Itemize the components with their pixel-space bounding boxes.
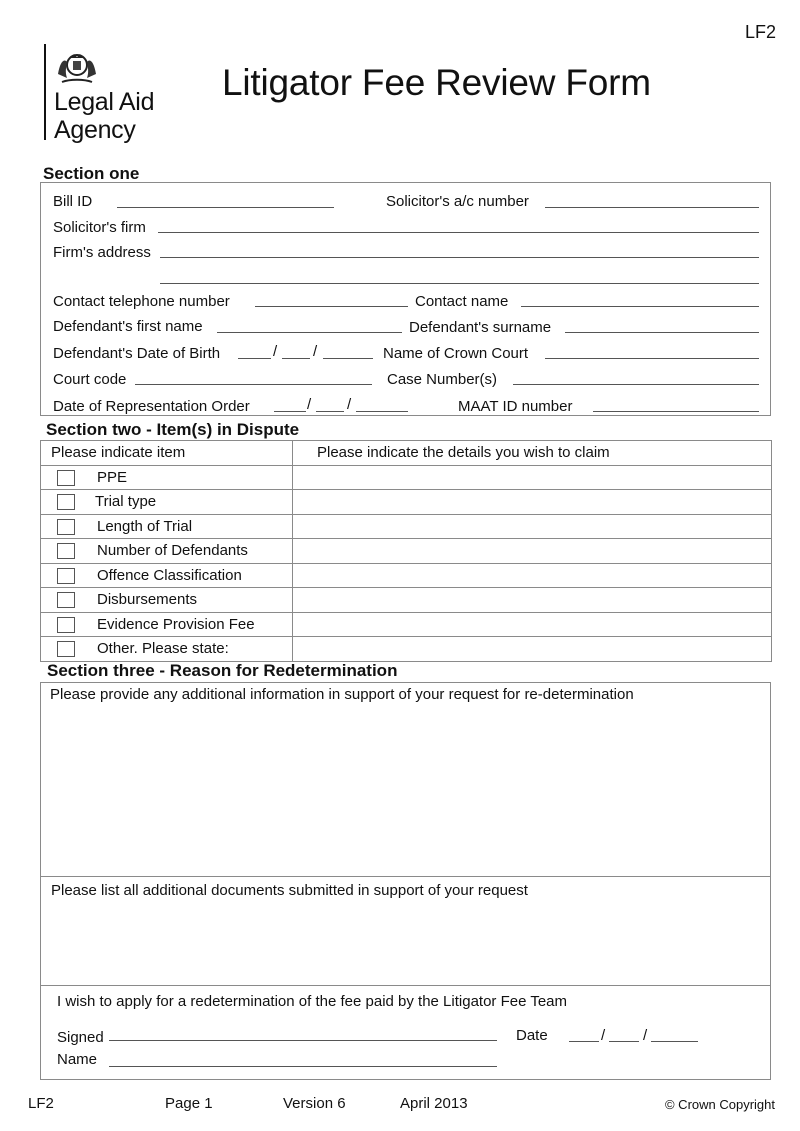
- solicitor-ac-label: Solicitor's a/c number: [386, 193, 529, 210]
- bill-id-label: Bill ID: [53, 193, 93, 210]
- firm-address-label: Firm's address: [53, 244, 151, 261]
- rep-order-year-field[interactable]: [356, 411, 408, 412]
- item-label: Other. Please state:: [97, 640, 229, 658]
- trial-type-details-cell[interactable]: [293, 490, 772, 515]
- dob-separator-2: /: [313, 343, 318, 360]
- form-code: LF2: [744, 22, 776, 42]
- table-row: [41, 465, 772, 490]
- sign-date-year-field[interactable]: [651, 1041, 698, 1042]
- ppe-checkbox[interactable]: [57, 470, 75, 486]
- solicitor-firm-field[interactable]: [158, 232, 759, 233]
- sign-date-day-field[interactable]: [569, 1041, 599, 1042]
- trial-type-checkbox[interactable]: [57, 494, 75, 510]
- table-row: [41, 588, 772, 613]
- table-row: [41, 563, 772, 588]
- table-row: [41, 637, 772, 662]
- signature-field[interactable]: [109, 1040, 497, 1041]
- documents-textarea[interactable]: [41, 902, 770, 984]
- item-label: Offence Classification: [97, 566, 242, 584]
- defendant-dob-label: Defendant's Date of Birth: [53, 345, 221, 362]
- section-three-heading: Section three - Reason for Redetermination: [47, 661, 398, 680]
- documents-label: Please list all additional documents submitted in support of your request: [51, 882, 528, 899]
- agency-logo-text: [54, 88, 154, 144]
- contact-phone-label: Contact telephone number: [53, 293, 230, 310]
- name-field[interactable]: [109, 1066, 497, 1067]
- crown-court-label: Name of Crown Court: [383, 345, 529, 362]
- contact-name-label: Contact name: [415, 293, 509, 310]
- rep-order-separator-1: /: [307, 396, 312, 413]
- contact-phone-field[interactable]: [255, 306, 408, 307]
- declaration-text: I wish to apply for a redetermination of the fee paid by the Litigator Fee Team: [57, 993, 568, 1010]
- crown-court-field[interactable]: [545, 358, 759, 359]
- date-label: Date: [516, 1027, 548, 1044]
- table-header-row: [41, 441, 772, 466]
- item-label: Length of Trial: [97, 517, 193, 535]
- bill-id-field[interactable]: [117, 207, 334, 208]
- solicitor-ac-field[interactable]: [545, 207, 759, 208]
- rep-order-month-field[interactable]: [316, 411, 344, 412]
- footer-copyright: © Crown Copyright: [664, 1097, 775, 1112]
- firm-address-field-1[interactable]: [160, 257, 759, 258]
- offence-classification-details-cell[interactable]: [293, 563, 772, 588]
- signed-label: Signed: [57, 1029, 104, 1046]
- footer-version: Version 6: [283, 1095, 346, 1112]
- column-header-details: Please indicate the details you wish to claim: [293, 441, 772, 466]
- section-two-heading: Section two - Item(s) in Dispute: [46, 420, 300, 439]
- case-numbers-label: Case Number(s): [387, 371, 498, 388]
- defendant-surname-label: Defendant's surname: [409, 319, 552, 336]
- agency-name-line2: Agency: [54, 116, 136, 144]
- item-label: Disbursements: [97, 591, 198, 609]
- table-row: [41, 514, 772, 539]
- name-label: Name: [57, 1051, 98, 1068]
- other-checkbox[interactable]: [57, 641, 75, 657]
- firm-address-field-2[interactable]: [160, 283, 759, 284]
- footer-date: April 2013: [400, 1095, 468, 1112]
- ppe-details-cell[interactable]: [293, 465, 772, 490]
- table-row: [41, 612, 772, 637]
- additional-info-textarea[interactable]: [41, 706, 770, 874]
- dob-day-field[interactable]: [238, 358, 271, 359]
- item-label: Evidence Provision Fee: [97, 615, 255, 633]
- section-three-divider-2: [40, 985, 771, 986]
- table-row: [41, 539, 772, 564]
- rep-order-separator-2: /: [347, 396, 352, 413]
- sign-date-separator-2: /: [643, 1027, 648, 1044]
- page-title: Litigator Fee Review Form: [222, 62, 651, 103]
- footer-page-number: Page 1: [165, 1095, 213, 1112]
- length-of-trial-checkbox[interactable]: [57, 519, 75, 535]
- maat-id-label: MAAT ID number: [458, 398, 573, 415]
- items-in-dispute-table: [40, 440, 772, 662]
- sign-date-separator-1: /: [601, 1027, 606, 1044]
- offence-classification-checkbox[interactable]: [57, 568, 75, 584]
- evidence-provision-fee-checkbox[interactable]: [57, 617, 75, 633]
- royal-crest-icon: [54, 44, 100, 86]
- defendant-first-name-field[interactable]: [217, 332, 402, 333]
- disbursements-checkbox[interactable]: [57, 592, 75, 608]
- solicitor-firm-label: Solicitor's firm: [53, 219, 146, 236]
- number-of-defendants-details-cell[interactable]: [293, 539, 772, 564]
- court-code-field[interactable]: [135, 384, 372, 385]
- dob-year-field[interactable]: [323, 358, 373, 359]
- rep-order-date-label: Date of Representation Order: [53, 398, 250, 415]
- defendant-first-name-label: Defendant's first name: [53, 318, 203, 335]
- section-three-divider-1: [40, 876, 771, 877]
- footer-form-code: LF2: [28, 1095, 54, 1112]
- dob-separator-1: /: [273, 343, 278, 360]
- item-label: Number of Defendants: [97, 542, 248, 560]
- agency-name-line1: Legal Aid: [54, 88, 155, 116]
- sign-date-month-field[interactable]: [609, 1041, 639, 1042]
- dob-month-field[interactable]: [282, 358, 310, 359]
- maat-id-field[interactable]: [593, 411, 759, 412]
- item-label: PPE: [97, 468, 128, 486]
- item-label: Trial type: [95, 493, 157, 511]
- logo-divider: [44, 44, 46, 140]
- additional-info-label: Please provide any additional information in support of your request for re-determination: [50, 686, 634, 703]
- number-of-defendants-checkbox[interactable]: [57, 543, 75, 559]
- court-code-label: Court code: [53, 371, 127, 388]
- contact-name-field[interactable]: [521, 306, 759, 307]
- disbursements-details-cell[interactable]: [293, 588, 772, 613]
- length-of-trial-details-cell[interactable]: [293, 514, 772, 539]
- section-one-heading: Section one: [43, 164, 140, 183]
- table-row: [41, 490, 772, 515]
- column-header-item: Please indicate item: [41, 441, 293, 466]
- case-numbers-field[interactable]: [513, 384, 759, 385]
- evidence-provision-fee-details-cell[interactable]: [293, 612, 772, 637]
- other-details-cell[interactable]: [293, 637, 772, 662]
- rep-order-day-field[interactable]: [274, 411, 306, 412]
- defendant-surname-field[interactable]: [565, 332, 759, 333]
